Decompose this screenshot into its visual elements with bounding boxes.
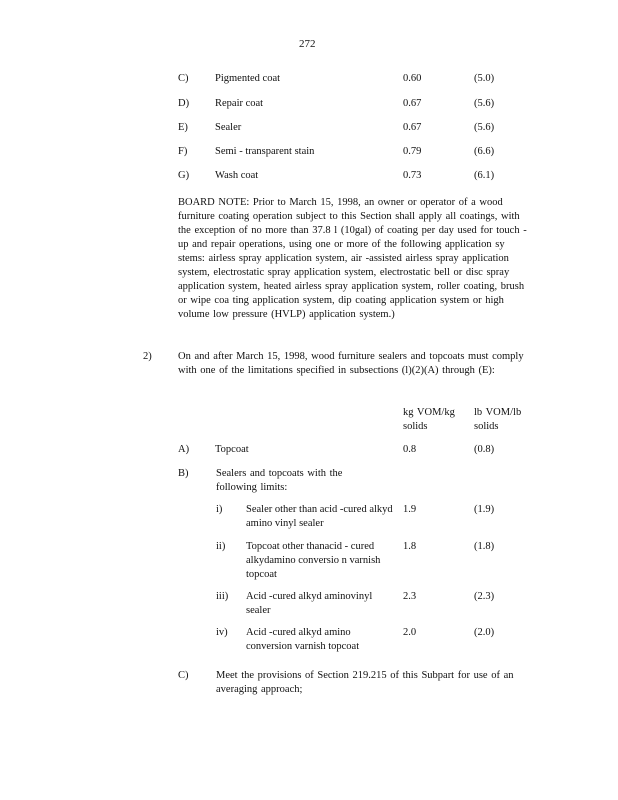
subitem-text: Acid -cured alkyd aminovinyl sealer bbox=[246, 591, 373, 616]
row-value-lb: (5.0) bbox=[474, 73, 495, 84]
row-text: Semi - transparent stain bbox=[215, 146, 315, 157]
row-value-lb: (2.0) bbox=[474, 627, 495, 638]
row-label: C) bbox=[178, 670, 189, 681]
board-note: BOARD NOTE: Prior to March 15, 1998, an owner or operator of a wood furniture coating operation subject to this Section shall apply all coatings, with the exception of no more than 37.8 l (10gal) of coating per day used for touch -up and repair operations, using one or more of the following application sy stems: airless spray application system, air -assisted airless spray application system, electrostatic spray application system, electrostatic bell or disc spray application system, heated airless spray application system, roller coating, brush or wipe coa ting application system, dip coating application system or high volume low pressure (HVLP) application system.) bbox=[178, 197, 527, 320]
row-value-lb: (2.3) bbox=[474, 591, 495, 602]
row-value-lb: (0.8) bbox=[474, 444, 495, 455]
row-value-lb: (6.1) bbox=[474, 170, 495, 181]
row-value-lb: (1.9) bbox=[474, 504, 495, 515]
row-text: Wash coat bbox=[215, 170, 259, 181]
row-label: C) bbox=[178, 73, 189, 84]
row-value-kg: 0.60 bbox=[403, 73, 422, 84]
row-text: Repair coat bbox=[215, 98, 264, 109]
row-value-kg: 0.79 bbox=[403, 146, 422, 157]
subitem-text: Sealer other than acid -cured alkyd amino vinyl sealer bbox=[246, 504, 393, 529]
units-header-kg: kg VOM/kg solids bbox=[403, 407, 455, 432]
row-label: B) bbox=[178, 468, 189, 479]
row-text: Sealer bbox=[215, 122, 242, 133]
subitem-label: iv) bbox=[216, 627, 228, 638]
row-value-kg: 0.8 bbox=[403, 444, 417, 455]
section-number: 2) bbox=[143, 351, 152, 362]
row-value-kg: 0.73 bbox=[403, 170, 422, 181]
row-label: A) bbox=[178, 444, 190, 455]
row-value-lb: (6.6) bbox=[474, 146, 495, 157]
row-value-lb: (5.6) bbox=[474, 98, 495, 109]
row-value-kg: 0.67 bbox=[403, 98, 422, 109]
subitem-label: ii) bbox=[216, 541, 226, 552]
row-label: D) bbox=[178, 98, 190, 109]
row-text: Sealers and topcoats with the following limits: bbox=[216, 468, 343, 493]
row-label: E) bbox=[178, 122, 188, 133]
row-value-kg: 2.0 bbox=[403, 627, 417, 638]
row-text: Meet the provisions of Section 219.215 of this Subpart for use of an averaging approach; bbox=[216, 670, 514, 695]
row-text: Topcoat bbox=[215, 444, 249, 455]
subitem-label: iii) bbox=[216, 591, 229, 602]
row-text: Pigmented coat bbox=[215, 73, 281, 84]
page-number: 272 bbox=[299, 38, 316, 50]
row-value-kg: 0.67 bbox=[403, 122, 422, 133]
row-value-kg: 1.9 bbox=[403, 504, 417, 515]
row-value-kg: 2.3 bbox=[403, 591, 417, 602]
row-label: F) bbox=[178, 146, 188, 157]
row-value-lb: (5.6) bbox=[474, 122, 495, 133]
row-label: G) bbox=[178, 170, 190, 181]
subitem-text: Topcoat other thanacid - cured alkydamino conversio n varnish topcoat bbox=[246, 541, 381, 580]
subitem-text: Acid -cured alkyd amino conversion varnish topcoat bbox=[246, 627, 360, 652]
subitem-label: i) bbox=[216, 504, 223, 515]
section-text: On and after March 15, 1998, wood furniture sealers and topcoats must comply with one of the limitations specified in subsections (l)(2)(A) through (E): bbox=[178, 351, 524, 376]
row-value-kg: 1.8 bbox=[403, 541, 417, 552]
row-value-lb: (1.8) bbox=[474, 541, 495, 552]
units-header-lb: lb VOM/lb solids bbox=[474, 407, 522, 432]
